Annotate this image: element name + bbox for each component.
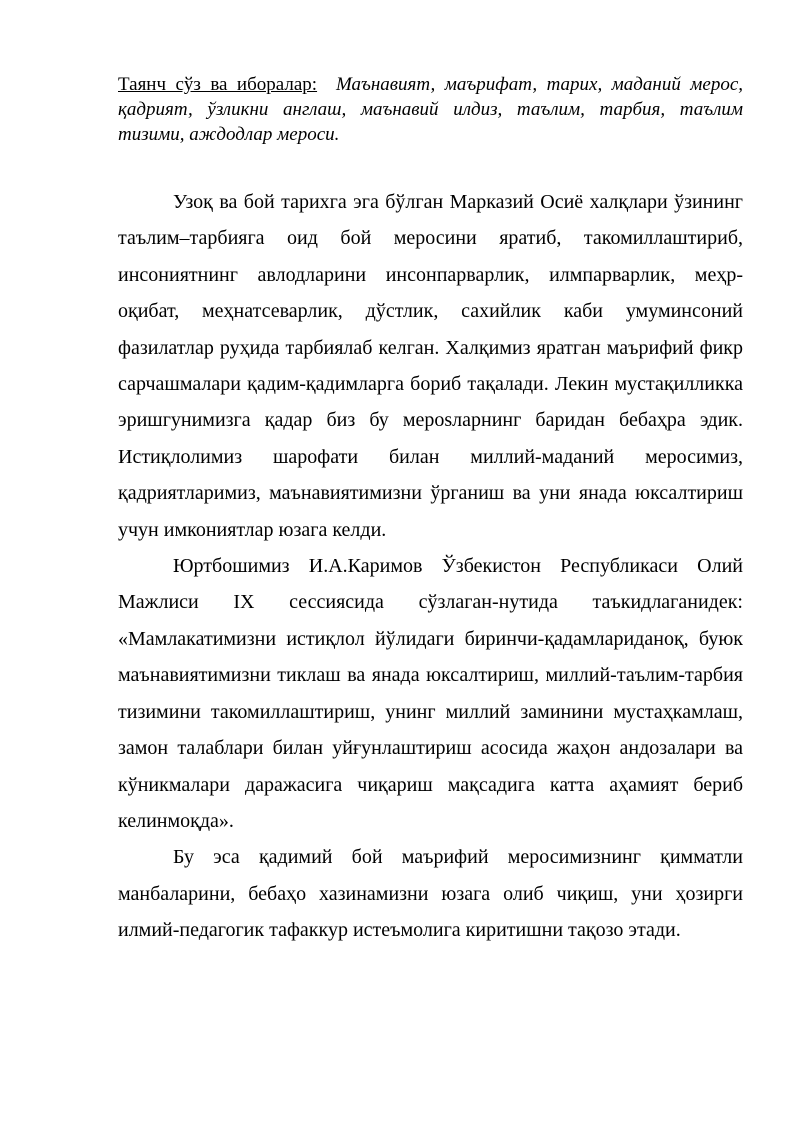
keywords-block <box>118 72 743 147</box>
document-body <box>118 184 743 949</box>
paragraph: Узоқ ва бой тарихга эга бўлган Марказий Осиё халқлари ўзининг таълим–тарбияга оид бой меросини яратиб, такомиллаштириб, инсониятнинг авлодларини инсонпарварлик, илмпарварлик, меҳр-оқибат, меҳнатсеварлик, дўстлик, сахийлик каби умуминсоний фазилатлар руҳида тарбиялаб келган. Халқимиз яратган маърифий фикр сарчашмалари қадим-қадимларга бориб тақалади. Лекин мустақилликка эришгунимизга қадар биз бу мерosларнинг баридан бебаҳра эдик. Истиқлолимиз шарофати билан миллий-маданий меросимиз, қадриятларимиз, маънавиятимизни ўрганиш ва уни янада юксалтириш учун имкониятлар юзага келди. <box>118 191 743 541</box>
paragraph: Юртбошимиз И.А.Каримов Ўзбекистон Республикаси Олий Мажлиси IX сессиясида сўзлаган-нутида таъкидлаганидек: «Мамлакатимизни истиқлол йўлидаги биринчи-қадамлариданоқ, буюк маънавиятимизни тиклаш ва янада юксалтириш, миллий-таълим-тарбия тизимини такомиллаштириш, унинг миллий заминини мустаҳкамлаш, замон талаблари билан уйғунлаштириш асосида жаҳон андозалари ва кўникмалари даражасига чиқариш мақсадига катта аҳамият бериб келинмоқда». <box>118 555 743 832</box>
document-page <box>118 72 743 949</box>
paragraph: Бу эса қадимий бой маърифий меросимизнинг қимматли манбаларини, бебаҳо хазинамизни юзага олиб чиқиш, уни ҳозирги илмий-педагогик тафаккур истеъмолига киритишни тақозо этади. <box>118 846 743 942</box>
keywords-text: Маънавият, маърифат, тарих, маданий мерос, қадрият, ўзликни англаш, маънавий илдиз, таълим, тарбия, таълим тизими, аждодлар мероси. <box>118 74 744 145</box>
keywords-label: Таянч сўз ва иборалар: <box>118 74 318 95</box>
